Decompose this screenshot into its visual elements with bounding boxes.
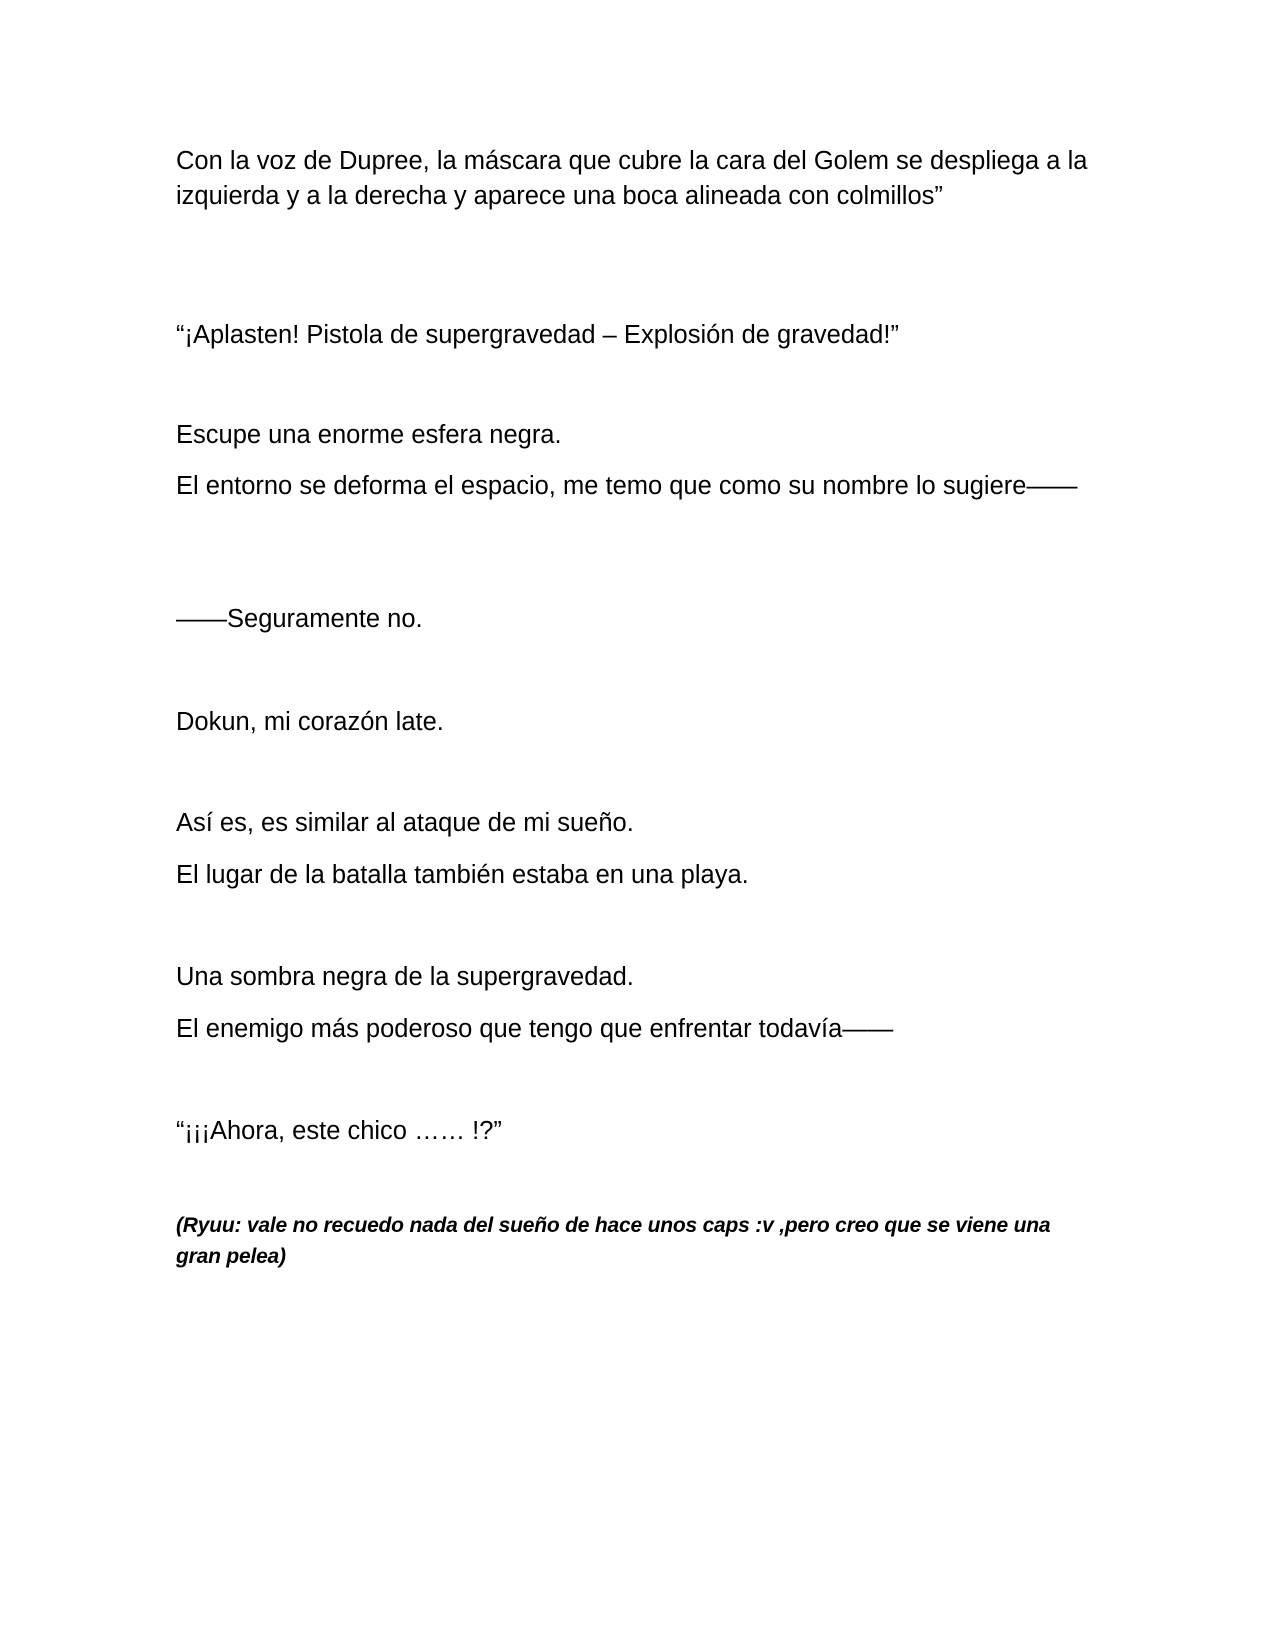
paragraph-black-shadow: Una sombra negra de la supergravedad. [176,963,634,991]
paragraph-golem-mask: Con la voz de Dupree, la máscara que cubre la cara del Golem se despliega a la izquierda y a la derecha y aparece una boca alineada con colmillos” [176,147,1088,210]
paragraph-this-kid: “¡¡¡Ahora, este chico …… !?” [176,1117,502,1145]
paragraph-strongest-enemy: El enemigo más poderoso que tengo que enfrentar todavía―― [176,1015,894,1043]
paragraph-beach: El lugar de la batalla también estaba en una playa. [176,861,749,889]
translator-note: (Ryuu: vale no recuedo nada del sueño de hace unos caps :v ,pero creo que se viene una gran pelea) [176,1214,1051,1268]
paragraph-surely-not: ――Seguramente no. [176,605,423,633]
paragraph-gravity-attack-shout: “¡Aplasten! Pistola de supergravedad – Explosión de gravedad!” [176,321,899,349]
paragraph-black-sphere: Escupe una enorme esfera negra. [176,421,562,449]
paragraph-similar-to-dream: Así es, es similar al ataque de mi sueño. [176,809,634,837]
paragraph-heartbeat: Dokun, mi corazón late. [176,708,444,736]
paragraph-space-deforms: El entorno se deforma el espacio, me temo que como su nombre lo sugiere―― [176,472,1078,500]
